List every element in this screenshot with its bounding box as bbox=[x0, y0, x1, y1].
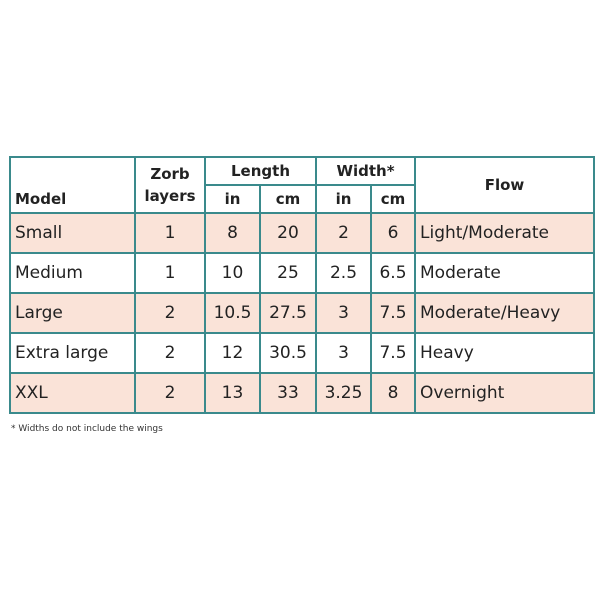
cell-flow: Moderate bbox=[415, 253, 594, 293]
cell-width-cm: 7.5 bbox=[371, 333, 415, 373]
cell-flow: Heavy bbox=[415, 333, 594, 373]
table-row bbox=[10, 213, 594, 253]
header-length-cm: cm bbox=[260, 185, 316, 213]
cell-flow: Light/Moderate bbox=[415, 213, 594, 253]
cell-flow: Moderate/Heavy bbox=[415, 293, 594, 333]
cell-length-cm: 30.5 bbox=[260, 333, 316, 373]
cell-length-cm: 25 bbox=[260, 253, 316, 293]
header-model: Model bbox=[10, 157, 135, 213]
cell-length-cm: 27.5 bbox=[260, 293, 316, 333]
cell-length-in: 12 bbox=[205, 333, 260, 373]
size-table bbox=[9, 156, 595, 414]
header-zorb-line1: Zorb bbox=[150, 165, 190, 183]
table-row bbox=[10, 253, 594, 293]
footnote: * Widths do not include the wings bbox=[11, 424, 163, 434]
cell-length-in: 8 bbox=[205, 213, 260, 253]
header-zorb-line2: layers bbox=[144, 187, 196, 205]
cell-model: Extra large bbox=[10, 333, 135, 373]
cell-width-in: 2.5 bbox=[316, 253, 371, 293]
size-chart bbox=[9, 156, 593, 414]
cell-length-cm: 33 bbox=[260, 373, 316, 413]
header-width: Width* bbox=[316, 157, 415, 185]
cell-flow: Overnight bbox=[415, 373, 594, 413]
cell-width-cm: 6 bbox=[371, 213, 415, 253]
cell-model: XXL bbox=[10, 373, 135, 413]
cell-zorb: 2 bbox=[135, 333, 205, 373]
cell-width-in: 2 bbox=[316, 213, 371, 253]
table-row bbox=[10, 373, 594, 413]
cell-width-cm: 6.5 bbox=[371, 253, 415, 293]
cell-zorb: 1 bbox=[135, 253, 205, 293]
cell-zorb: 1 bbox=[135, 213, 205, 253]
cell-model: Large bbox=[10, 293, 135, 333]
cell-length-cm: 20 bbox=[260, 213, 316, 253]
cell-zorb: 2 bbox=[135, 373, 205, 413]
table-row bbox=[10, 293, 594, 333]
cell-model: Small bbox=[10, 213, 135, 253]
cell-length-in: 13 bbox=[205, 373, 260, 413]
header-width-cm: cm bbox=[371, 185, 415, 213]
cell-width-in: 3 bbox=[316, 293, 371, 333]
table-row bbox=[10, 333, 594, 373]
header-length: Length bbox=[205, 157, 316, 185]
cell-model: Medium bbox=[10, 253, 135, 293]
cell-width-cm: 8 bbox=[371, 373, 415, 413]
cell-length-in: 10.5 bbox=[205, 293, 260, 333]
cell-width-cm: 7.5 bbox=[371, 293, 415, 333]
cell-width-in: 3.25 bbox=[316, 373, 371, 413]
header-flow: Flow bbox=[415, 157, 594, 213]
header-zorb-layers bbox=[135, 157, 205, 213]
header-width-in: in bbox=[316, 185, 371, 213]
cell-length-in: 10 bbox=[205, 253, 260, 293]
cell-width-in: 3 bbox=[316, 333, 371, 373]
cell-zorb: 2 bbox=[135, 293, 205, 333]
header-length-in: in bbox=[205, 185, 260, 213]
